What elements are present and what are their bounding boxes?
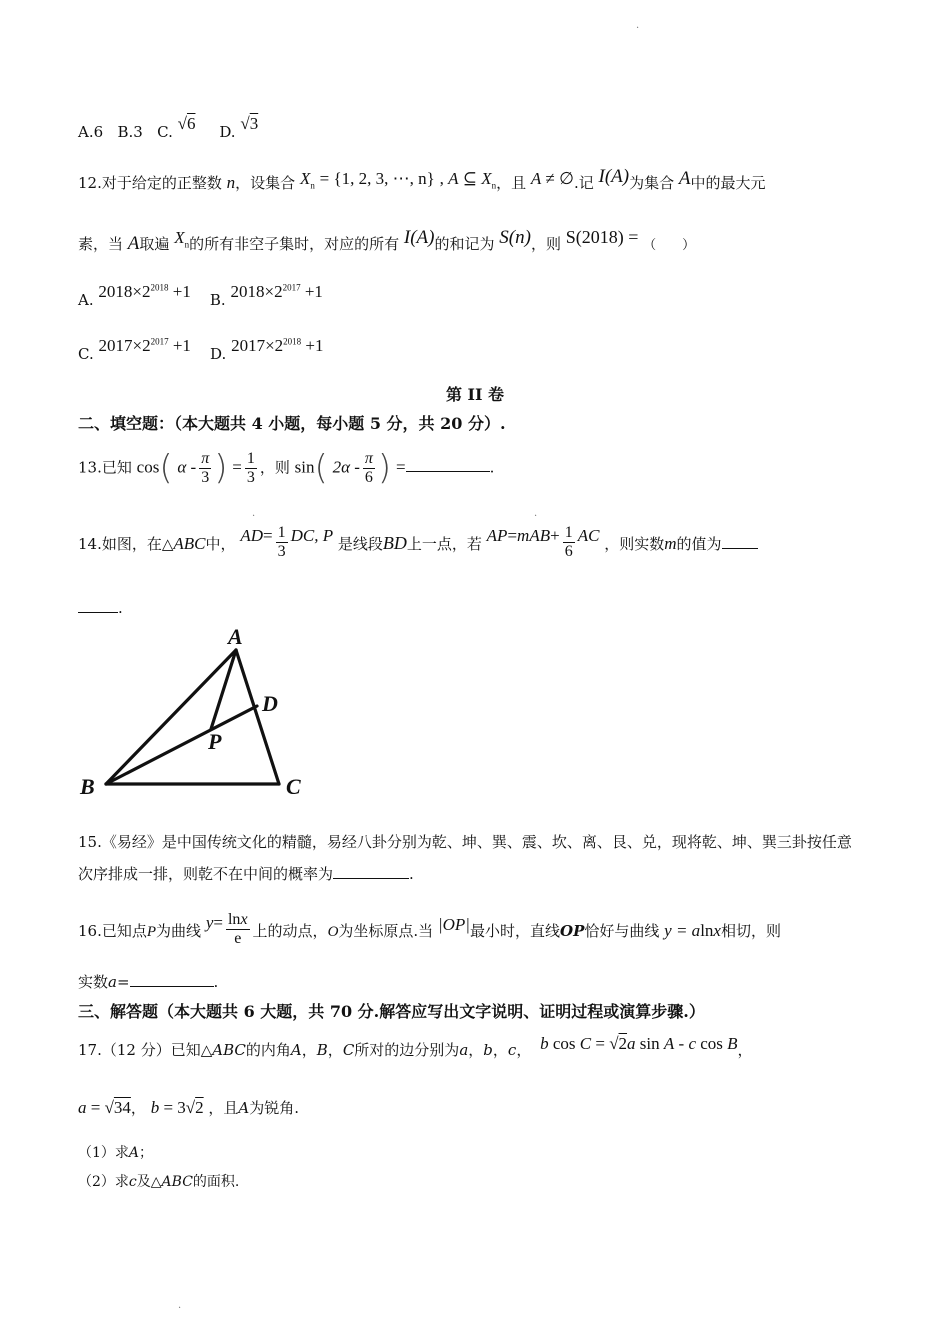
math-eq: = bbox=[507, 525, 518, 545]
math-plus: + bbox=[550, 525, 560, 545]
plus-one: +1 bbox=[172, 282, 191, 301]
math-ac: AC bbox=[577, 525, 600, 545]
q11-option-a: A.6 bbox=[78, 123, 104, 141]
exponent: 2017 bbox=[150, 336, 169, 347]
answer-blank[interactable] bbox=[722, 534, 758, 549]
fraction-lnx-e: $\frac{\ln x}{e}$ bbox=[227, 911, 248, 948]
math-nonempty: A ≠ ∅ bbox=[530, 169, 574, 188]
vector-dot: . bbox=[534, 508, 538, 519]
fraction-1-3: $\frac{1}{3}$ bbox=[277, 524, 286, 561]
q12-text: 素，当 bbox=[78, 235, 124, 253]
math-a: A bbox=[678, 168, 691, 189]
q12-option-a-expr: 2018×2 bbox=[98, 282, 151, 301]
q14-text: 的值为 bbox=[676, 534, 722, 553]
q12-option-c-expr: 2017×2 bbox=[98, 336, 151, 355]
q12-line-2 bbox=[78, 227, 696, 256]
math-b-value: b = 3√2 bbox=[150, 1098, 204, 1117]
q15-end: . bbox=[409, 865, 414, 883]
q16-text: 相切，则 bbox=[720, 921, 781, 940]
math-alpha: α - bbox=[177, 457, 197, 477]
q16-end: . bbox=[213, 973, 219, 991]
fraction-pi-3: $\frac{\pi}{3}$ bbox=[201, 449, 210, 486]
answer-blank[interactable] bbox=[78, 598, 118, 613]
math-eq: = bbox=[232, 457, 242, 477]
edge-ac bbox=[236, 650, 279, 784]
math-2alpha: 2α - bbox=[332, 457, 360, 477]
exponent: 2018 bbox=[283, 336, 302, 347]
q12-options-cd bbox=[78, 336, 324, 363]
q15-text: 次序排成一排，则乾不在中间的概率为 bbox=[78, 865, 334, 883]
q17-sub-text: 及△ bbox=[136, 1174, 162, 1190]
plus-one: +1 bbox=[305, 336, 324, 355]
math-y: y bbox=[205, 912, 214, 932]
q13-text: ，则 bbox=[259, 458, 290, 477]
math-a: A bbox=[128, 1145, 140, 1161]
fraction-pi-6: $\frac{\pi}{6}$ bbox=[364, 449, 373, 486]
math-a-value: a = √34 bbox=[78, 1098, 131, 1117]
math-o: O bbox=[327, 923, 339, 940]
math-xn: $X_n$ bbox=[174, 228, 190, 250]
q17-sub-2 bbox=[78, 1174, 239, 1191]
q12-option-a bbox=[98, 282, 190, 301]
math-eq: = bbox=[262, 525, 273, 545]
math-ap: AP bbox=[486, 525, 508, 545]
q16-line-2 bbox=[78, 972, 218, 991]
q17-text: 的内角 bbox=[245, 1041, 291, 1059]
paren-left: ( bbox=[314, 448, 328, 488]
q17-sub-text: 的面积. bbox=[192, 1174, 240, 1190]
point-label-d: D bbox=[262, 691, 278, 716]
q12-text: 的所有非空子集时，对应的所有 bbox=[189, 235, 400, 253]
q11-option-d-value: 3 bbox=[249, 114, 259, 133]
q17-text: 所对的边分别为 bbox=[354, 1041, 460, 1059]
math-set: = {1, 2, 3, ⋯, n} bbox=[319, 169, 435, 188]
q12-set-elements: 1, 2, 3, ⋯, n bbox=[341, 169, 427, 188]
q11-option-c: C. bbox=[157, 123, 173, 141]
math-eq: = bbox=[213, 912, 223, 932]
q14-text: 中， bbox=[205, 534, 236, 553]
q14-text: 是线段 bbox=[337, 534, 383, 553]
q16-text: 恰好与曲线 bbox=[584, 921, 660, 940]
exponent: 2018 bbox=[150, 282, 169, 293]
q17-sub-text: ； bbox=[139, 1145, 154, 1161]
q17-sub-1 bbox=[78, 1145, 153, 1162]
q17-points: （12 分） bbox=[101, 1041, 171, 1059]
q17-sub-text: （2）求 bbox=[78, 1174, 129, 1190]
q12-text: 取遍 bbox=[139, 235, 170, 253]
vector-dot: . bbox=[252, 508, 256, 519]
math-mab: mAB bbox=[517, 525, 551, 545]
math-abc: ABC bbox=[212, 1041, 246, 1059]
triangle-figure bbox=[74, 622, 324, 807]
q13-text: 已知 bbox=[101, 458, 132, 477]
q15-line-2 bbox=[78, 864, 414, 883]
q12-line-1 bbox=[78, 166, 766, 195]
q12-option-b-label: B. bbox=[209, 291, 226, 309]
math-n: n bbox=[226, 173, 236, 192]
q15-line-1: 15.《易经》是中国传统文化的精髓，易经八卦分别为乾、坤、巽、震、坎、离、艮、兑，现将乾、坤、巽三卦按任意 bbox=[78, 833, 852, 851]
q17-number: 17. bbox=[78, 1041, 102, 1059]
q16-text: 最小时，直线 bbox=[469, 921, 560, 940]
math-ln: ln bbox=[700, 920, 714, 940]
math-xn: $X_n$ bbox=[299, 169, 315, 191]
part-title: 第 II 卷 bbox=[445, 385, 505, 404]
q12-text: .记 bbox=[573, 174, 594, 192]
math-a: a bbox=[459, 1041, 469, 1059]
q12-text: 为集合 bbox=[629, 174, 675, 192]
answer-bracket: （ ） bbox=[643, 238, 696, 253]
math-m: m bbox=[664, 533, 677, 553]
math-c: c bbox=[128, 1174, 137, 1190]
q16-text: 实数 bbox=[78, 973, 109, 991]
q11-option-b: B.3 bbox=[117, 123, 143, 141]
math-p: P bbox=[146, 923, 157, 940]
q12-text: ，设集合 bbox=[235, 174, 296, 192]
paren-right: ) bbox=[377, 448, 392, 488]
q12-text: 中的最大元 bbox=[690, 174, 766, 192]
q12-option-d-expr: 2017×2 bbox=[231, 336, 284, 355]
q14-text: 如图，在△ bbox=[101, 534, 174, 553]
vertex-label-b: B bbox=[80, 774, 95, 799]
math-b: B bbox=[316, 1041, 328, 1059]
math-a: A bbox=[238, 1099, 250, 1117]
q13-end: . bbox=[489, 458, 495, 477]
paren-left: ( bbox=[159, 448, 173, 488]
math-eq: = bbox=[395, 457, 406, 477]
math-a: a bbox=[108, 973, 117, 991]
scan-dot: . bbox=[636, 20, 640, 31]
q12-text: 的和记为 bbox=[434, 235, 495, 253]
fraction-1-6: $\frac{1}{6}$ bbox=[564, 524, 573, 561]
q16-text: 已知点 bbox=[101, 921, 147, 940]
math-sn: S(n) bbox=[499, 227, 531, 248]
q14-continuation bbox=[78, 598, 123, 617]
scan-dot: . bbox=[178, 1300, 182, 1311]
q14-number: 14. bbox=[78, 534, 102, 553]
segment-bd bbox=[106, 706, 257, 784]
vertex-label-c: C bbox=[286, 774, 301, 799]
q12-option-d bbox=[231, 336, 323, 355]
q12-option-b bbox=[230, 282, 322, 301]
q12-number: 12. bbox=[78, 174, 102, 192]
vertex-label-a: A bbox=[228, 624, 243, 649]
math-ia: I(A) bbox=[403, 227, 435, 248]
math-cos: cos bbox=[136, 457, 160, 477]
answer-blank[interactable] bbox=[333, 864, 409, 879]
q17-text: ，且 bbox=[208, 1099, 239, 1117]
math-ia: I(A) bbox=[598, 166, 630, 187]
q14-text: 上一点，若 bbox=[406, 534, 482, 553]
math-op: OP bbox=[560, 921, 585, 940]
paren-right: ) bbox=[214, 448, 228, 488]
math-x: x bbox=[713, 920, 721, 940]
math-sin: sin bbox=[294, 457, 315, 477]
q17-line-1: 17.（12 分）已知△ABC的内角A，B，C所对的边分别为a，b，c， b cos C = √2a sin A - c cos B， bbox=[78, 1034, 753, 1059]
q12-option-b-expr: 2018×2 bbox=[230, 282, 283, 301]
math-c: C bbox=[342, 1041, 355, 1059]
q12-text: ，则 bbox=[530, 235, 561, 253]
edge-ab bbox=[106, 650, 236, 784]
math-b: b bbox=[483, 1041, 493, 1059]
q12-text: ，且 bbox=[496, 174, 527, 192]
q12-options-ab bbox=[78, 282, 323, 309]
math-a: A bbox=[127, 233, 140, 254]
q11-options bbox=[78, 114, 259, 142]
plus-one: +1 bbox=[172, 336, 191, 355]
answer-blank[interactable] bbox=[406, 457, 490, 472]
q16-number: 16. bbox=[78, 921, 102, 940]
exponent: 2017 bbox=[282, 282, 301, 293]
math-abc: ABC bbox=[161, 1174, 193, 1190]
math-y-alnx: y = a bbox=[664, 920, 701, 940]
q14 bbox=[78, 526, 758, 564]
math-s2018: S(2018) = bbox=[565, 227, 639, 247]
q16-text: 上的动点， bbox=[252, 921, 328, 940]
q12-option-d-label: D. bbox=[210, 345, 227, 363]
math-abs-op: |OP| bbox=[437, 914, 470, 934]
sqrt-icon: √6 bbox=[177, 114, 196, 133]
answer-blank[interactable] bbox=[130, 972, 214, 987]
math-subset: , A ⊆ $X_n$ bbox=[439, 169, 497, 191]
math-dc-p: DC, P bbox=[290, 525, 334, 545]
math-ad: AD bbox=[240, 525, 263, 545]
q12-option-a-label: A. bbox=[78, 291, 94, 309]
q17-text: 为锐角. bbox=[249, 1099, 300, 1117]
q12-option-c-label: C. bbox=[78, 345, 94, 363]
plus-one: +1 bbox=[304, 282, 323, 301]
q11-option-d: D. bbox=[219, 123, 236, 141]
q11-option-c-value: 6 bbox=[186, 114, 196, 133]
math-angles: A bbox=[290, 1041, 302, 1059]
q17-sub-text: （1）求 bbox=[78, 1145, 129, 1161]
q14-end: . bbox=[118, 599, 123, 617]
q16-line-1 bbox=[78, 913, 781, 951]
math-c: c bbox=[507, 1041, 517, 1059]
q16-eq: = bbox=[116, 973, 130, 991]
math-abc: ABC bbox=[173, 533, 206, 553]
q13 bbox=[78, 448, 494, 489]
section-heading-fill-in: 二、填空题：（本大题共 4 小题，每小题 5 分，共 20 分）. bbox=[78, 414, 506, 433]
q16-text: 为坐标原点.当 bbox=[338, 921, 434, 940]
q14-text: ，则实数 bbox=[604, 534, 665, 553]
q17-text: 已知△ bbox=[170, 1041, 213, 1059]
math-bd: BD bbox=[382, 532, 407, 553]
sqrt-icon: √3 bbox=[240, 114, 259, 133]
q12-option-c bbox=[99, 336, 191, 355]
q13-number: 13. bbox=[78, 458, 102, 477]
point-label-p: P bbox=[208, 729, 222, 754]
q17-line-2: a = √34， b = 3√2 ，且A为锐角. bbox=[78, 1098, 300, 1117]
math-equation: b cos C = √2a sin A - c cos B bbox=[540, 1034, 738, 1053]
q16-text: 为曲线 bbox=[156, 921, 202, 940]
fraction-1-3: $\frac{1}{3}$ bbox=[246, 449, 255, 486]
q12-text: 对于给定的正整数 bbox=[101, 174, 222, 192]
section-heading-solve: 三、解答题（本大题共 6 大题，共 70 分.解答应写出文字说明、证明过程或演算步骤.） bbox=[78, 1002, 705, 1021]
